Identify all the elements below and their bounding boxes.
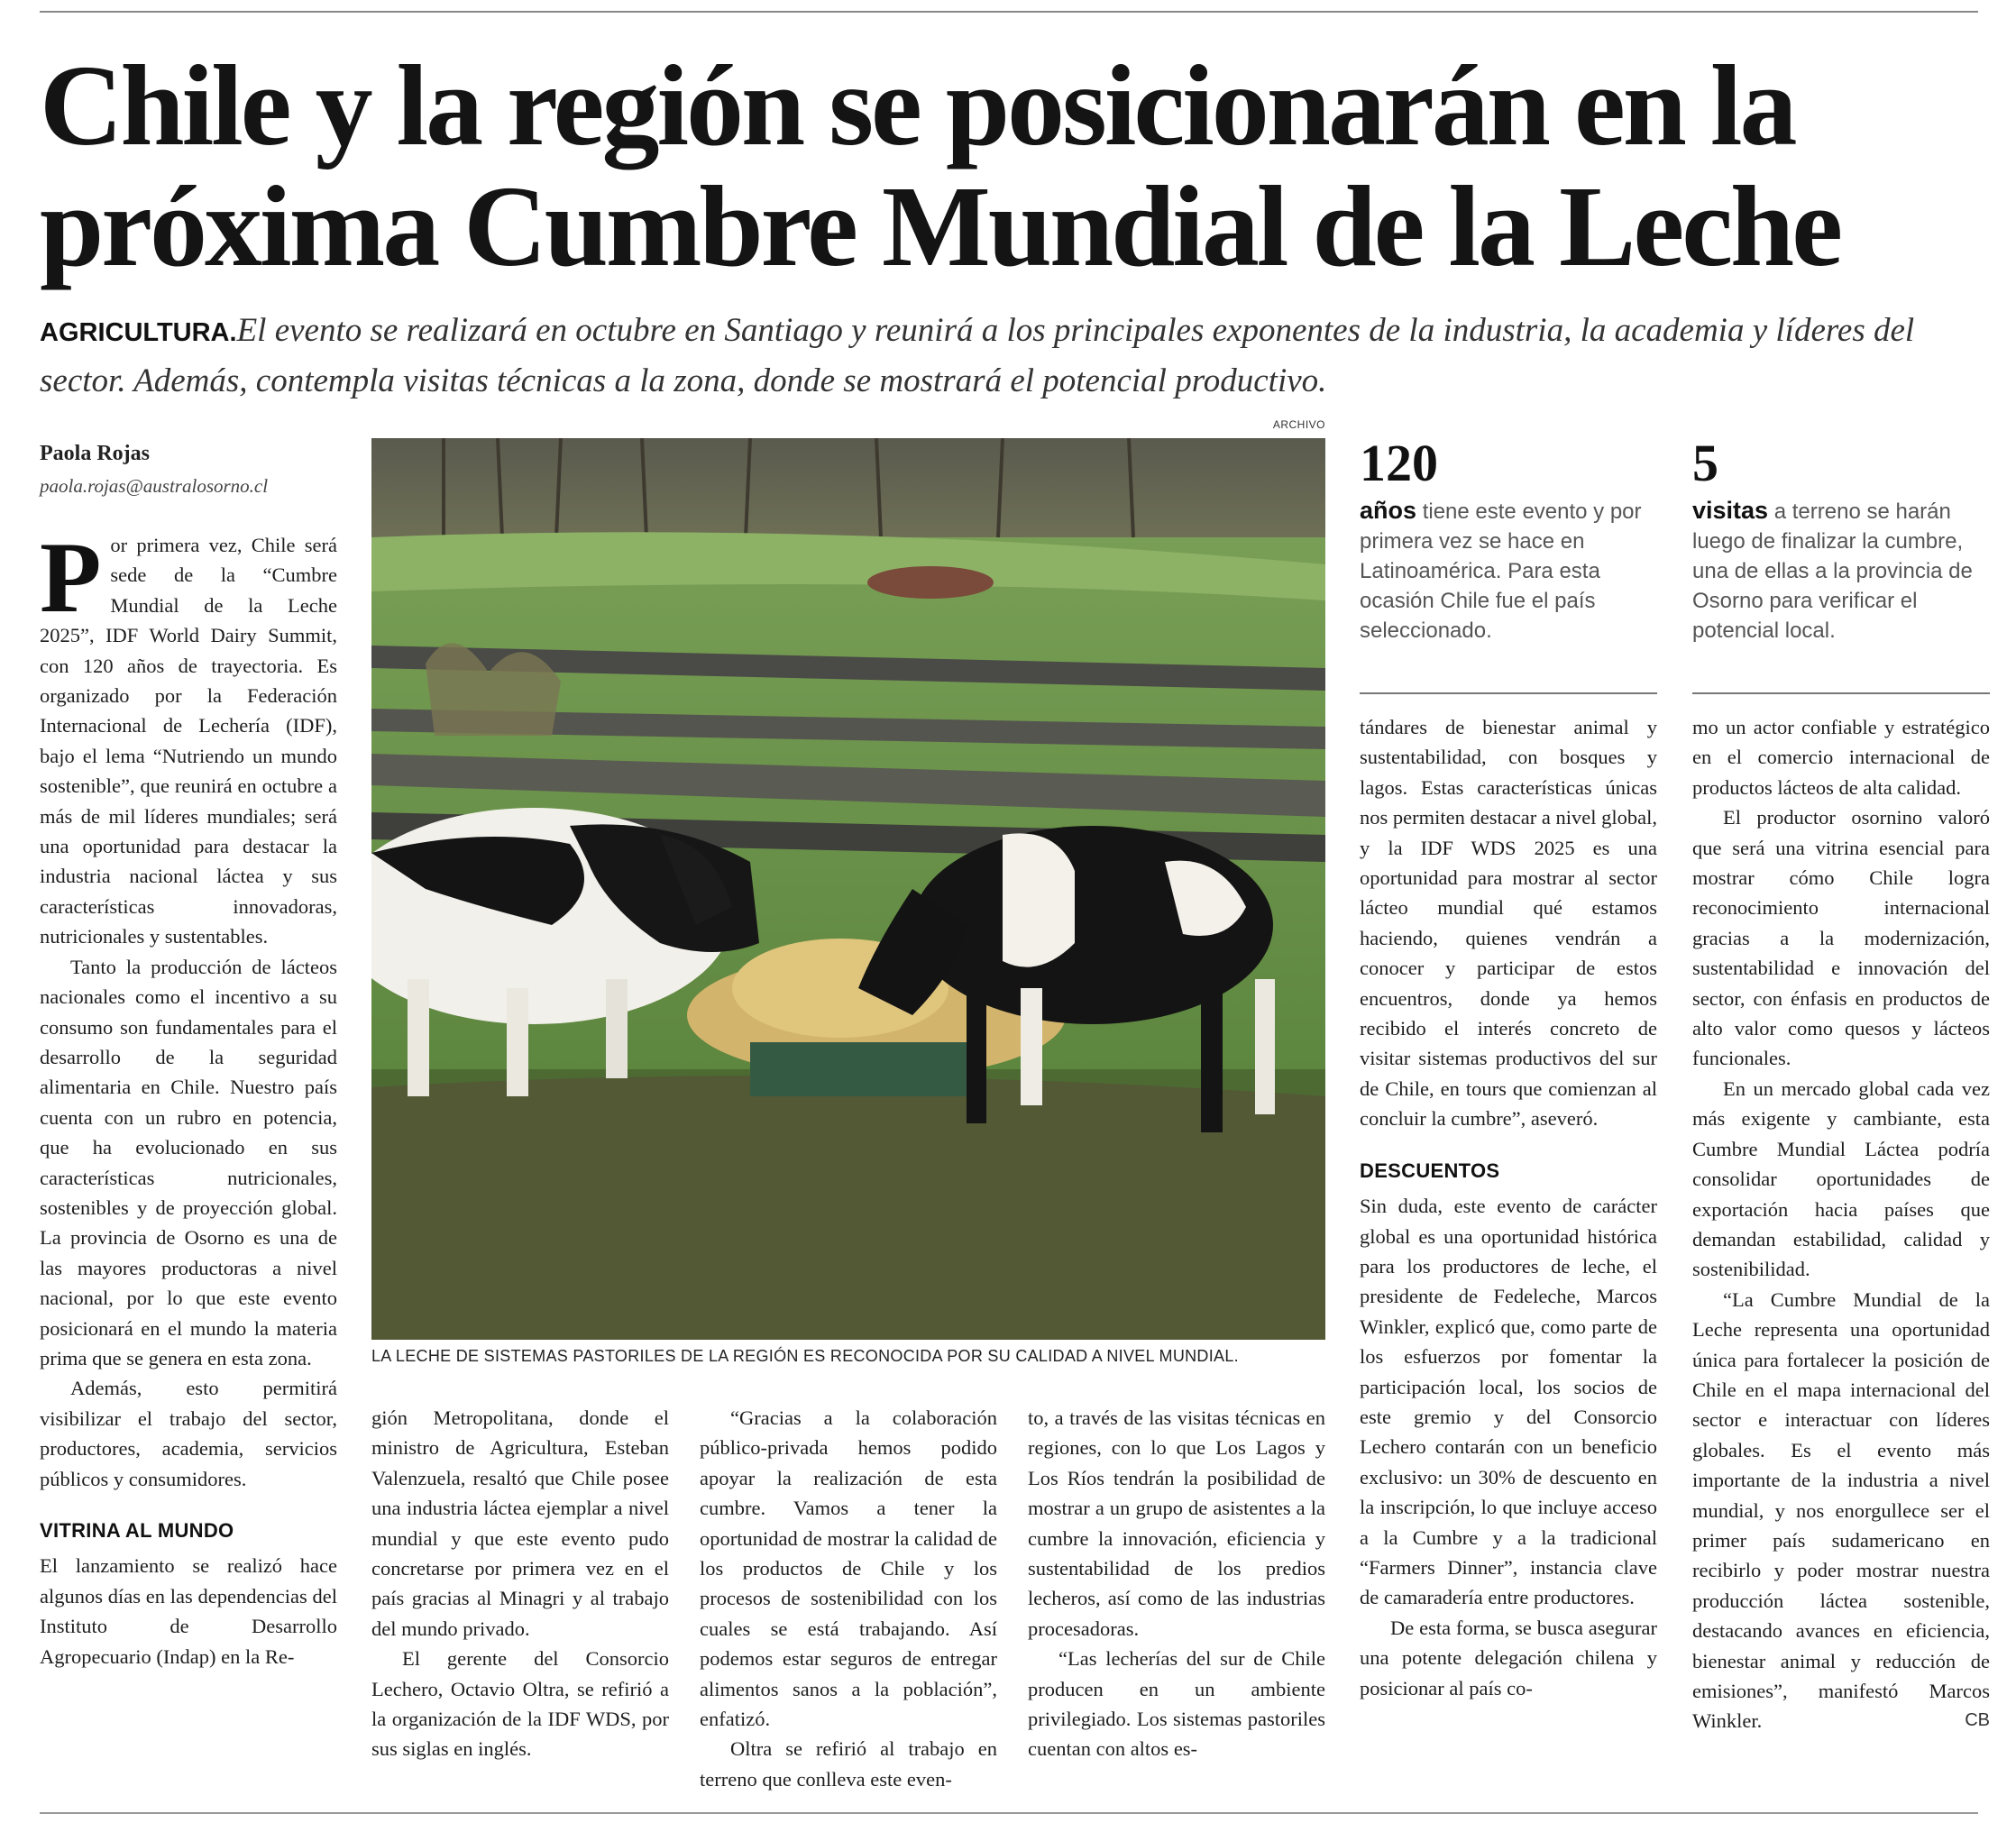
article-column-4 (1028, 1403, 1325, 1764)
stat-number: 5 (1692, 434, 1718, 492)
paragraph: El lanzamiento se realizó hace algunos días en las dependencias del Instituto de Desarrollo Agropecuario (Indap) en la Re- (40, 1554, 337, 1668)
paragraph: Tanto la producción de lácteos nacionales como el incentivo a su consumo son fundamentales para el desarrollo de la seguridad alimentaria en Chile. Nuestro país cuenta con un rubro en potencia, que ha evolucionado en sus características nutricionales, sostenibles y de proyección global. La provincia de Osorno es una de las mayores productoras a nivel nacional, por lo que este evento posicionará en el mundo la materia prima que se genera en esta zona. (40, 955, 337, 1369)
author-name: Paola Rojas (40, 442, 150, 465)
paragraph: tándares de bienestar animal y sustentabilidad, con bosques y lagos. Estas características únicas nos permiten destacar a nivel global, y la IDF WDS 2025 es una oportunidad para mostrar al sector lácteo mundial qué estamos haciendo, quienes vendrán a conocer y participar de estos encuentros, donde ya hemos recibido el interés concreto de visitar sistemas productivos del sur de Chile, en tours que comienzan al concluir la cumbre”, aseveró. (1360, 716, 1657, 1131)
paragraph: El productor osornino valoró que será una vitrina esencial para mostrar cómo Chile logra reconocimiento internacional gracias a la modernización, sustentabilidad e innovación del sector, con énfasis en productos de alto valor como quesos y lácteos funcionales. (1692, 806, 1990, 1070)
subhead-vitrina: VITRINA AL MUNDO (40, 1519, 234, 1542)
paragraph: to, a través de las visitas técnicas en regiones, con lo que Los Lagos y Los Ríos tendrán la posibilidad de mostrar a un grupo de asistentes a la cumbre la innovación, eficiencia y sustentabilidad de los predios lecheros, así como de las industrias procesadoras. (1028, 1406, 1325, 1640)
stat-visitas (1692, 436, 1990, 646)
section-kicker: AGRICULTURA. (40, 318, 237, 347)
byline (40, 442, 337, 498)
article-column-3 (700, 1403, 997, 1794)
paragraph: “Gracias a la colaboración público-privada hemos podido apoyar la realización de esta cumbre. Vamos a tener la oportunidad de mostrar la calidad de los productos de Chile y los procesos de sostenibilidad con los cuales se está trabajando. Así podemos estar seguros de entregar alimentos sanos a la población”, enfatizó. (700, 1406, 997, 1731)
article-column-2 (371, 1403, 669, 1764)
subhead-descuentos: DESCUENTOS (1360, 1159, 1500, 1182)
stat-description: tiene este evento y por primera vez se hace en Latinoamérica. Para esta ocasión Chile fue el país seleccionado. (1360, 499, 1642, 643)
paragraph: En un mercado global cada vez más exigente y cambiante, esta Cumbre Mundial Láctea podría consolidar oportunidades de exportación hacia países que demandan estabilidad, calidad y sostenibilidad. (1692, 1076, 1990, 1281)
stat-number: 120 (1360, 434, 1438, 492)
top-rule (40, 11, 1978, 13)
paragraph-text: “La Cumbre Mundial de la Leche representa una oportunidad única para fortalecer la posición de Chile en el mapa internacional del sector e interactuar con líderes globales. Es el evento más importante de la industria a nivel mundial, y nos enorgullece ser el primer país sudamericano en recibirlo y poder mostrar nuestra producción láctea sostenible, destacando avances en eficiencia, bienestar animal y reducción de emisiones”, manifestó Marcos Winkler. (1692, 1287, 1990, 1733)
paragraph: Además, esto permitirá visibilizar el trabajo del sector, productores, academia, servicios públicos y consumidores. (40, 1377, 337, 1490)
paragraph: Oltra se refirió al trabajo en terreno que conlleva este even- (700, 1737, 997, 1791)
stat-label: visitas (1692, 497, 1769, 524)
drop-cap: P (40, 522, 102, 634)
paragraph-text: or primera vez, Chile será sede de la “Cumbre Mundial de la Leche 2025”, IDF World Dairy Summit, con 120 años de trayectoria. Es organizado por la Federación Internacional de Lechería (IDF), bajo el lema “Nutriendo un mundo sostenible”, que reunirá en octubre a más de mil líderes mundiales; será una oportunidad para destacar la industria nacional láctea y sus características innovadoras, nutricionales y sustentables. (40, 534, 337, 948)
paragraph: mo un actor confiable y estratégico en el comercio internacional de productos lácteos de alta calidad. (1692, 716, 1990, 799)
stat-text (1360, 496, 1657, 646)
article-column-5 (1360, 712, 1657, 1703)
bottom-rule (40, 1812, 1978, 1814)
photo-caption: LA LECHE DE SISTEMAS PASTORILES DE LA REGIÓN ES RECONOCIDA POR SU CALIDAD A NIVEL MUNDIAL. (371, 1347, 1239, 1365)
paragraph: Sin duda, este evento de carácter global es una oportunidad histórica para los productores de leche, el presidente de Fedeleche, Marcos Winkler, explicó que, como parte de los esfuerzos por fomentar la participación local, los socios de este gremio y del Consorcio Lechero contarán con un beneficio exclusivo: un 30% de descuento en la inscripción, lo que incluye acceso a la Cumbre y a la tradicional “Farmers Dinner”, instancia clave de camaradería entre productores. (1360, 1195, 1657, 1609)
paragraph: De esta forma, se busca asegurar una potente delegación chilena y posicionar al país co- (1360, 1616, 1657, 1699)
stats-divider (1692, 692, 1990, 694)
paragraph (1692, 1285, 1990, 1736)
paragraph: “Las lecherías del sur de Chile producen en un ambiente privilegiado. Los sistemas pastoriles cuentan con altos es- (1028, 1647, 1325, 1761)
deck-text: El evento se realizará en octubre en Santiago y reunirá a los principales exponentes de la industria, la academia y líderes del sector. Además, contempla visitas técnicas a la zona, donde se mostrará el potencial productivo. (40, 312, 1915, 399)
article-column-1 (40, 522, 337, 1672)
author-email[interactable]: paola.rojas@australosorno.cl (40, 475, 269, 497)
cows-photo (371, 438, 1325, 1340)
stat-text (1692, 496, 1990, 646)
cows-photo-image (371, 438, 1325, 1340)
stat-label: años (1360, 497, 1417, 524)
stats-divider (1360, 692, 1657, 694)
deck (40, 307, 1987, 406)
paragraph: gión Metropolitana, donde el ministro de Agricultura, Esteban Valenzuela, resaltó que Chile posee una industria láctea ejemplar a nivel mundial y que este evento pudo concretarse por primera vez en el país gracias al Minagri y al trabajo del mundo privado. (371, 1406, 669, 1640)
article-column-6 (1692, 712, 1990, 1736)
lead-paragraph (40, 522, 337, 952)
photo-credit: ARCHIVO (1272, 418, 1325, 431)
stat-anos (1360, 436, 1657, 646)
end-mark: CB (1965, 1710, 1990, 1731)
paragraph: El gerente del Consorcio Lechero, Octavio Oltra, se refirió a la organización de la IDF WDS, por sus siglas en inglés. (371, 1647, 669, 1761)
stat-description: a terreno se harán luego de finalizar la cumbre, una de ellas a la provincia de Osorno para verificar el potencial local. (1692, 499, 1973, 643)
headline: Chile y la región se posicionarán en la próxima Cumbre Mundial de la Leche (40, 41, 1840, 290)
